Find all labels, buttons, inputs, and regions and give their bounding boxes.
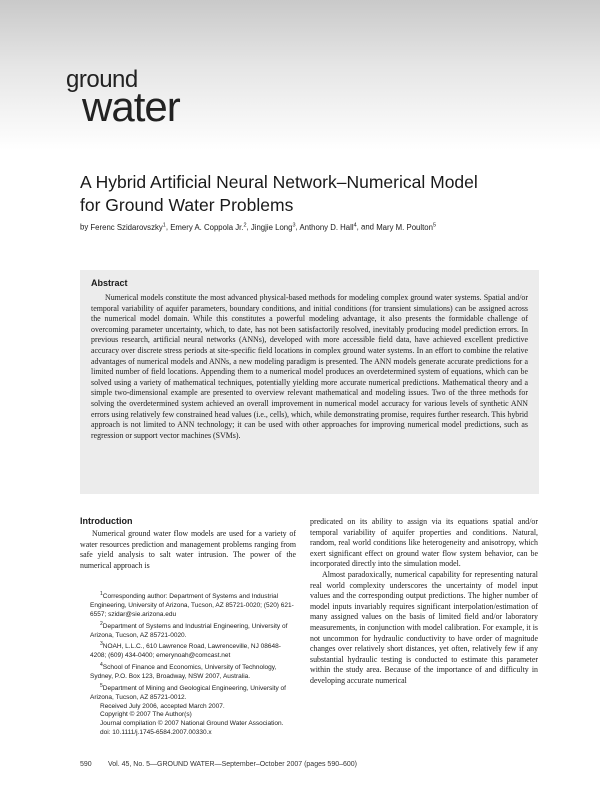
author-1 <box>170 223 246 232</box>
footnote-text: Department of Mining and Geological Engineering, University of Arizona, Tucson, AZ 85721-0012. <box>90 684 286 701</box>
doi: doi: 10.1111/j.1745-6584.2007.00330.x <box>100 728 212 736</box>
journal-logo-top: ground <box>66 66 138 93</box>
footnotes <box>90 590 296 738</box>
abstract-text: Numerical models constitute the most advanced physical-based methods for modeling complex ground water systems. Spatial and/or temporal variability of aquifer parameters, boundary conditions, and initial conditions (for transient simulations) can be assigned across the numerical model domain. While this constitutes a powerful modeling advantage, it also presents the formidable challenge of overcoming parameter uncertainty, which, to date, has not been satisfactorily resolved, inevitably producing model prediction errors. In previous research, artificial neural networks (ANNs), developed with more accessible field data, have achieved excellent predictive accuracy over discrete stress periods at site-specific field locations in complex ground water systems. In an effort to combine the relative advantages of numerical models and ANNs, a new modeling paradigm is presented. The ANN models generate accurate predictions for a limited number of field locations. Appending them to a numerical model produces an overdetermined system of equations, which can be solved using a variety of mathematical techniques, potentially yielding more accurate numerical predictions. Mathematical theory and a simple two-dimensional example are presented to overview relevant mathematical and modeling issues. Two of the three methods for solving the overdetermined system achieved an overall improvement in numerical model accuracy for various levels of synthetic ANN errors using relatively few constrained head values (i.e., cells), which, while demonstrating promise, requires further research. This hybrid approach is not limited to ANN technology; it can be used with other approaches for improving numerical model predictions, such as regression or support vector machines (SVMs). <box>91 293 528 440</box>
footnote-text: Corresponding author: Department of Systems and Industrial Engineering, University of Arizona, Tucson, AZ 85721-0020; (520) 621-6557; szidar@sie.arizona.edu <box>90 593 294 618</box>
author-separator: , <box>165 222 171 232</box>
received-date: Received July 2006, accepted March 2007. <box>100 702 225 710</box>
author-affiliation-mark: 5 <box>432 222 437 228</box>
authors-prefix: by <box>80 222 91 232</box>
article-title <box>80 171 520 217</box>
author-affiliation-mark: 3 <box>292 222 296 228</box>
copyright-notice: Copyright © 2007 The Author(s) <box>100 711 192 719</box>
author-separator: , <box>246 222 251 232</box>
author-affiliation-mark: 4 <box>353 222 357 228</box>
introduction-paragraph-right-2: Almost paradoxically, numerical capability for representing natural real world complexity underscores the uncertainty of model input values and the corresponding output predictions. The higher number of model inputs invariably requires significant interpolation/estimation of many assigned values on the basis of limited field and/or laboratory measurements, in conjunction with model calibration. For example, it is not uncommon for hydraulic conductivity to have order of magnitude changes over relatively short distances, yet often, relatively few if any substantial hydraulic testing is conducted to estimate this parameter within the study area. Because of the importance of and difficulty in developing accurate numerical <box>310 569 538 685</box>
page-number: 590 <box>80 761 92 768</box>
author-separator: , and <box>356 222 377 232</box>
abstract-heading: Abstract <box>91 278 128 288</box>
author-name: Ferenc Szidarovszky <box>90 222 163 232</box>
author-name: Mary M. Poulton <box>376 222 433 232</box>
author-name: Emery A. Coppola Jr. <box>170 222 244 232</box>
author-separator: , <box>295 222 300 232</box>
author-name: Jingjie Long <box>250 222 293 232</box>
footnote-mark: 3 <box>100 641 103 648</box>
author-name: Anthony D. Hall <box>299 222 354 232</box>
introduction-paragraph-left: Numerical ground water flow models are used for a variety of water resources prediction and management problems ranging from safe yield analysis to salt water intrusion. The power of the numerical approach is <box>80 529 296 570</box>
footnote-text: Department of Systems and Industrial Engineering, University of Arizona, Tucson, AZ 85721-0020. <box>90 622 288 639</box>
author-affiliation-mark: 2 <box>243 222 247 228</box>
footnote-mark: 2 <box>100 620 103 627</box>
introduction-heading: Introduction <box>80 516 133 526</box>
author-affiliation-mark: 1 <box>162 222 166 228</box>
footnote-2 <box>90 620 296 641</box>
footnote-4 <box>90 661 296 682</box>
footnote-text: School of Finance and Economics, University of Technology, Sydney, P.O. Box 123, Broadway, NSW 2007, Australia. <box>90 664 277 680</box>
footnote-mark: 4 <box>100 662 103 669</box>
title-line-2: for Ground Water Problems <box>80 195 294 215</box>
title-line-1: A Hybrid Artificial Neural Network–Numerical Model <box>80 172 478 192</box>
footnote-text: NOAH, L.L.C., 610 Lawrence Road, Lawrenceville, NJ 08648-4208; (609) 434-0400; emerynoah@comcast.net <box>90 643 281 660</box>
author-4 <box>376 223 436 232</box>
right-column <box>310 517 538 687</box>
journal-citation: Vol. 45, No. 5—GROUND WATER—September–October 2007 (pages 590–600) <box>108 761 358 768</box>
author-list <box>80 220 540 233</box>
author-3 <box>299 223 356 232</box>
footnote-5 <box>90 682 296 703</box>
footnote-mark: 1 <box>100 591 103 597</box>
author-2 <box>251 223 296 232</box>
author-0 <box>90 223 165 232</box>
footnote-1 <box>90 590 296 620</box>
footnote-3 <box>90 640 296 661</box>
journal-compilation: Journal compilation © 2007 National Ground Water Association. <box>100 720 284 728</box>
footnote-mark: 5 <box>100 682 103 689</box>
journal-logo-bottom: water <box>82 83 180 130</box>
page-footer <box>80 761 357 768</box>
introduction-paragraph-right-1: predicated on its ability to assign via its equations spatial and/or temporal variability of aquifer properties and conditions. Natural, random, real world conditions like heterogeneity and anisotropy, which exert significant effect on ground water flow system behavior, can be incorporated directly into the simulation model. <box>310 517 538 569</box>
